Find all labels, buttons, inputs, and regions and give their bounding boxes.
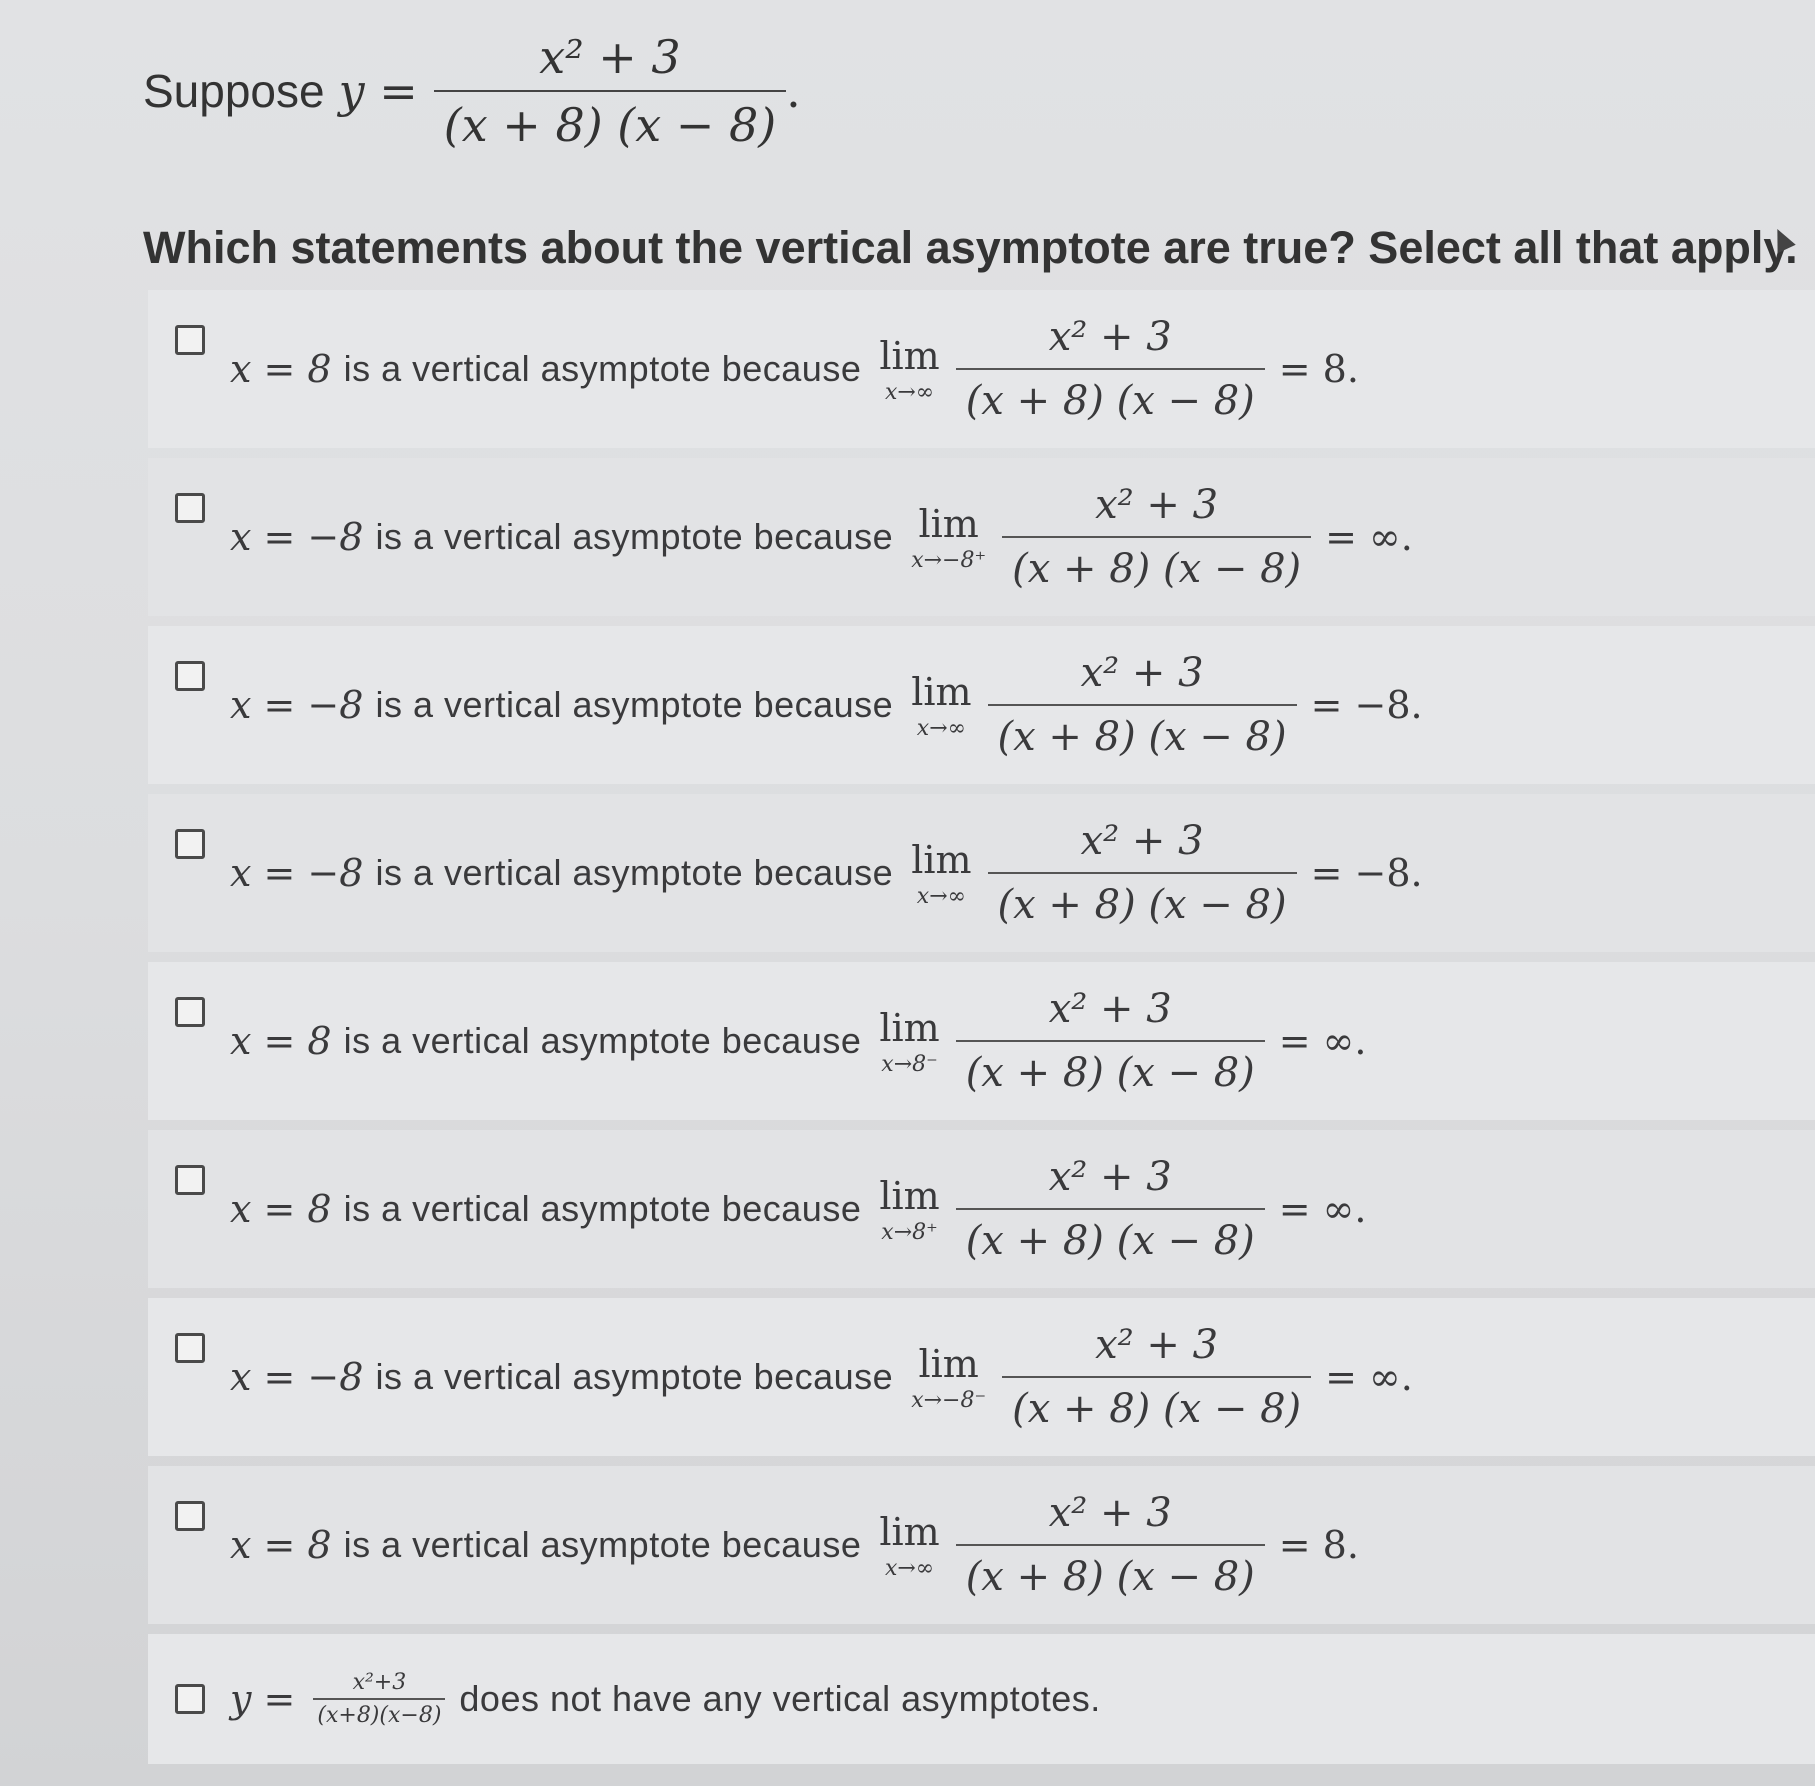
option-row-no-asymptotes[interactable]: [148, 1634, 1815, 1764]
option-text: is a vertical asymptote because: [343, 1188, 862, 1229]
prompt-text: Which statements about the vertical asymptote are true? Select all that apply.: [143, 222, 1798, 273]
limit-operator: [911, 670, 971, 741]
fraction-numerator: x² + 3: [1048, 1490, 1172, 1536]
question-statement: [143, 30, 801, 152]
fraction-denominator: (x+8)(x−8): [313, 1698, 445, 1728]
limit-result: = 8.: [1278, 1523, 1359, 1567]
lim-word: lim: [879, 1509, 940, 1554]
question-fraction: [434, 30, 786, 152]
fraction-numerator: x² + 3: [1048, 1154, 1172, 1200]
checkbox[interactable]: [175, 1333, 205, 1363]
fraction-denominator: (x + 8) (x − 8): [956, 1040, 1265, 1096]
option-fraction: [956, 1154, 1265, 1264]
option-content: [230, 794, 1423, 952]
option-lhs: x = −8: [230, 1355, 364, 1399]
option-row[interactable]: [148, 794, 1815, 952]
option-row[interactable]: [148, 626, 1815, 784]
limit-result: = 8.: [1278, 347, 1359, 391]
lim-word: lim: [879, 1173, 940, 1218]
option-lhs: x = −8: [230, 851, 364, 895]
fraction-denominator: (x + 8) (x − 8): [1002, 1376, 1311, 1432]
option-content: [230, 1298, 1413, 1456]
limit-operator: [879, 1174, 939, 1245]
fraction-denominator: (x + 8) (x − 8): [956, 1544, 1265, 1600]
lim-subscript: x→∞: [884, 379, 935, 405]
fraction-denominator: (x + 8) (x − 8): [956, 1208, 1265, 1264]
fraction-numerator: x² + 3: [1095, 1322, 1219, 1368]
question-denominator: (x + 8) (x − 8): [434, 90, 786, 152]
checkbox[interactable]: [175, 661, 205, 691]
lim-subscript: x→∞: [916, 715, 966, 741]
checkbox[interactable]: [175, 1501, 205, 1531]
option-fraction: [956, 986, 1265, 1096]
checkbox[interactable]: [175, 1684, 205, 1714]
option-row[interactable]: [148, 1466, 1815, 1624]
question-lead: Suppose: [143, 65, 325, 117]
option-text: is a vertical asymptote because: [375, 684, 894, 725]
limit-operator: [911, 1342, 986, 1413]
option-lhs: x = 8: [230, 1187, 332, 1231]
lim-word: lim: [911, 837, 972, 882]
limit-operator: [911, 838, 971, 909]
fraction-numerator: x² + 3: [1080, 818, 1204, 864]
limit-result: = −8.: [1310, 851, 1423, 895]
limit-result: = ∞.: [1325, 1355, 1413, 1399]
option-lhs: x = −8: [230, 683, 364, 727]
question-numerator: x² + 3: [539, 30, 681, 84]
option-lhs: x = 8: [230, 347, 332, 391]
lim-word: lim: [911, 669, 972, 714]
limit-result: = −8.: [1310, 683, 1423, 727]
option-small-fraction: [313, 1670, 445, 1728]
question-lhs: y =: [338, 64, 418, 118]
option-fraction: [988, 650, 1297, 760]
options-list: [148, 290, 1815, 1774]
fraction-denominator: (x + 8) (x − 8): [1002, 536, 1311, 592]
option-lhs: x = −8: [230, 515, 364, 559]
fraction-numerator: x² + 3: [1048, 986, 1172, 1032]
option-text: is a vertical asymptote because: [343, 1020, 862, 1061]
lim-word: lim: [918, 501, 979, 546]
limit-result: = ∞.: [1278, 1019, 1367, 1063]
option-row[interactable]: [148, 290, 1815, 448]
lim-subscript: x→8⁻: [881, 1051, 938, 1077]
option-content: [230, 290, 1359, 448]
option-fraction: [956, 314, 1265, 424]
fraction-denominator: (x + 8) (x − 8): [988, 704, 1297, 760]
option-content: [230, 1634, 1119, 1764]
option-row[interactable]: [148, 962, 1815, 1120]
fraction-denominator: (x + 8) (x − 8): [956, 368, 1265, 424]
option-text: does not have any vertical asymptotes.: [459, 1678, 1101, 1719]
lim-word: lim: [879, 1005, 940, 1050]
option-content: [230, 1466, 1359, 1624]
limit-result: = ∞.: [1278, 1187, 1367, 1231]
limit-operator: [879, 1006, 939, 1077]
fraction-numerator: x² + 3: [1080, 650, 1204, 696]
lim-subscript: x→8⁺: [881, 1219, 938, 1245]
option-lhs: x = 8: [230, 1019, 332, 1063]
option-content: [230, 962, 1366, 1120]
option-content: [230, 626, 1423, 784]
lim-subscript: x→−8⁺: [911, 547, 987, 573]
option-fraction: [988, 818, 1297, 928]
option-fraction: [956, 1490, 1265, 1600]
option-fraction: [1002, 482, 1311, 592]
lim-word: lim: [918, 1341, 979, 1386]
fraction-denominator: (x + 8) (x − 8): [988, 872, 1297, 928]
lim-word: lim: [879, 333, 940, 378]
option-lhs: y =: [230, 1677, 296, 1721]
question-period: .: [786, 64, 801, 118]
fraction-numerator: x²+3: [352, 1670, 407, 1695]
lim-subscript: x→−8⁻: [911, 1387, 987, 1413]
checkbox[interactable]: [175, 493, 205, 523]
limit-operator: [911, 502, 986, 573]
option-text: is a vertical asymptote because: [375, 1356, 894, 1397]
option-content: [230, 1130, 1366, 1288]
option-row[interactable]: [148, 458, 1815, 616]
option-text: is a vertical asymptote because: [375, 516, 894, 557]
checkbox[interactable]: [175, 997, 205, 1027]
option-lhs: x = 8: [230, 1523, 332, 1567]
checkbox[interactable]: [175, 325, 205, 355]
option-text: is a vertical asymptote because: [343, 1524, 862, 1565]
option-content: [230, 458, 1413, 616]
lim-subscript: x→∞: [884, 1555, 935, 1581]
checkbox[interactable]: [175, 829, 205, 859]
option-text: is a vertical asymptote because: [343, 348, 862, 389]
checkbox[interactable]: [175, 1165, 205, 1195]
fraction-numerator: x² + 3: [1048, 314, 1172, 360]
option-row[interactable]: [148, 1298, 1815, 1456]
fraction-numerator: x² + 3: [1095, 482, 1219, 528]
lim-subscript: x→∞: [916, 883, 966, 909]
option-row[interactable]: [148, 1130, 1815, 1288]
option-text: is a vertical asymptote because: [375, 852, 894, 893]
option-fraction: [1002, 1322, 1311, 1432]
limit-operator: [879, 334, 939, 405]
limit-operator: [879, 1510, 939, 1581]
limit-result: = ∞.: [1325, 515, 1413, 559]
